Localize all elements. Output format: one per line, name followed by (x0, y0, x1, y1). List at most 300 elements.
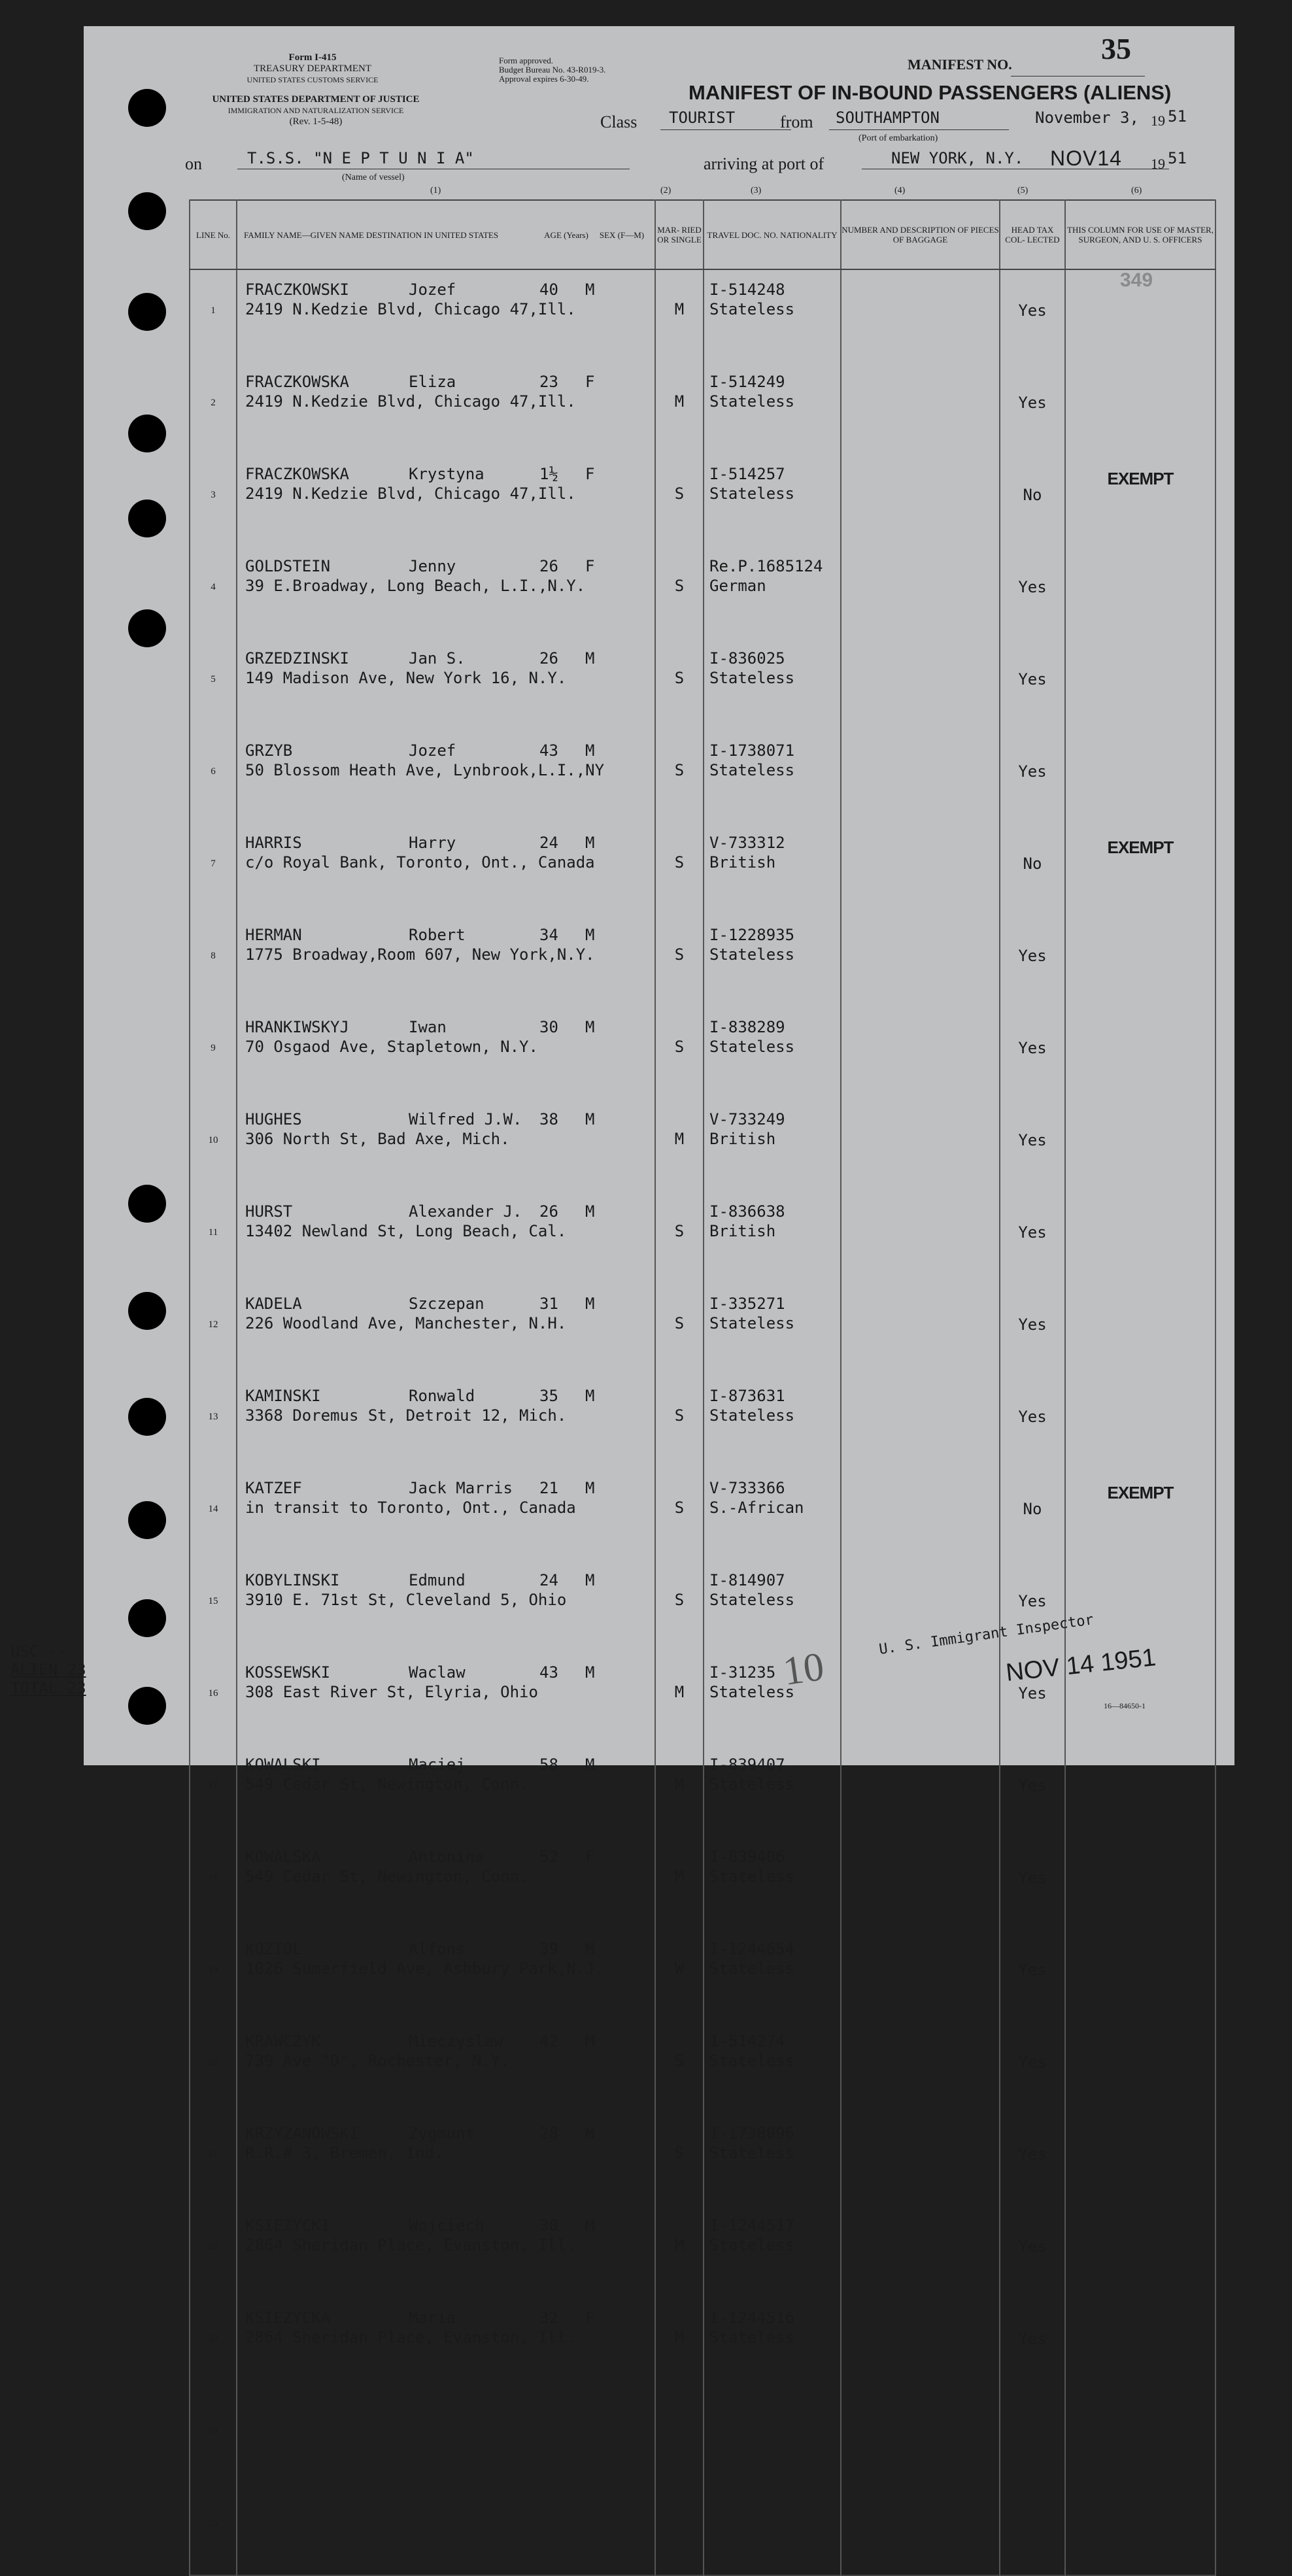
line-number: 17 (190, 1745, 237, 1837)
from-label: from (780, 112, 813, 131)
name-destination-cell (237, 2483, 655, 2575)
name-line (245, 1387, 654, 1406)
sex: M (585, 2032, 595, 2050)
head-tax-collected: Yes (1000, 915, 1065, 1008)
nationality: British (709, 1222, 776, 1240)
head-tax-collected: No (1000, 1468, 1065, 1561)
marital-status: S (655, 731, 704, 823)
destination: 13402 Newland St, Long Beach, Cal. (245, 1222, 567, 1240)
officers-cell (1065, 2483, 1216, 2575)
name-line (245, 2401, 654, 2420)
table-row (190, 915, 1216, 1008)
travel-doc-no: Re.P.1685124 (709, 557, 823, 575)
head-tax-collected: Yes (1000, 269, 1065, 362)
marital-status: S (655, 454, 704, 547)
nationality: Stateless (709, 2328, 795, 2347)
header-officers: THIS COLUMN FOR USE OF MASTER, SURGEON, AND U. S. OFFICERS (1065, 200, 1216, 269)
travel-doc-cell (704, 2022, 841, 2114)
given-name: Jack Marris (409, 1479, 513, 1497)
officers-cell (1065, 1008, 1216, 1100)
name-line (245, 649, 654, 669)
travel-doc-cell (704, 547, 841, 639)
name-line (245, 1479, 654, 1499)
name-destination-cell (237, 1100, 655, 1192)
baggage-cell (841, 639, 1000, 731)
nationality: Stateless (709, 945, 795, 964)
nationality: Stateless (709, 392, 795, 411)
header-head-tax: HEAD TAX COL- LECTED (1000, 200, 1065, 269)
table-row (190, 269, 1216, 362)
destination: 308 East River St, Elyria, Ohio (245, 1683, 538, 1701)
baggage-cell (841, 731, 1000, 823)
line-number: 1 (190, 269, 237, 362)
baggage-cell (841, 2022, 1000, 2114)
name-line (245, 1848, 654, 1867)
officers-cell (1065, 1561, 1216, 1653)
baggage-cell (841, 1284, 1000, 1376)
table-row (190, 1561, 1216, 1653)
sex: M (585, 2124, 595, 2143)
travel-doc-cell (704, 1745, 841, 1837)
table-row (190, 1284, 1216, 1376)
col-num-2: (2) (660, 186, 672, 195)
destination: 226 Woodland Ave, Manchester, N.H. (245, 1314, 567, 1332)
travel-doc-cell (704, 823, 841, 915)
age: 38 (539, 1110, 558, 1128)
name-line (245, 2216, 654, 2236)
name-line (245, 2309, 654, 2328)
binder-hole (128, 89, 166, 127)
marital-status: S (655, 2022, 704, 2114)
arrival-year-prefix: 19 (1151, 156, 1165, 172)
destination: 1775 Broadway,Room 607, New York,N.Y. (245, 945, 595, 964)
travel-doc-no (709, 2401, 840, 2420)
age: 34 (539, 926, 558, 944)
family-name: HUGHES (245, 1110, 302, 1128)
marital-status: S (655, 1192, 704, 1284)
manifest-page (84, 26, 1234, 2528)
justice-dept: UNITED STATES DEPARTMENT OF JUSTICE (212, 94, 420, 105)
family-name: KOZIOL (245, 1940, 302, 1958)
travel-doc-cell (704, 639, 841, 731)
sex: M (585, 834, 595, 852)
nationality: Stateless (709, 300, 795, 318)
inspector-date-stamp: NOV 14 1951 (1004, 1644, 1157, 1687)
header-sex: SEX (F—M) (599, 229, 645, 240)
sex: F (585, 557, 595, 575)
age: 26 (539, 557, 558, 575)
name-line (245, 1110, 654, 1130)
baggage-cell (841, 1837, 1000, 1929)
name-destination-cell (237, 1837, 655, 1929)
sex: F (585, 2309, 595, 2327)
sex: F (585, 373, 595, 391)
binder-hole (128, 609, 166, 647)
officers-cell (1065, 823, 1216, 915)
given-name: Jozef (409, 741, 456, 760)
tally-alien: ALIEN 23 (10, 1661, 86, 1679)
header-baggage: NUMBER AND DESCRIPTION OF PIECES OF BAGGAGE (841, 200, 1000, 269)
family-name: HARRIS (245, 834, 302, 852)
sex (585, 2401, 611, 2420)
table-row (190, 547, 1216, 639)
destination: 2419 N.Kedzie Blvd, Chicago 47,Ill. (245, 300, 576, 318)
destination: 1026 Sumerfield Ave, Ashbury Park,N.J. (245, 1959, 605, 1978)
given-name: Maciej (409, 1755, 466, 1774)
baggage-cell (841, 454, 1000, 547)
table-row (190, 2206, 1216, 2298)
baggage-cell (841, 915, 1000, 1008)
handwritten-mark: 10 (780, 1644, 827, 1694)
sex: M (585, 1295, 595, 1313)
officers-cell (1065, 547, 1216, 639)
officers-cell (1065, 1284, 1216, 1376)
family-name: GOLDSTEIN (245, 557, 331, 575)
customs-service: UNITED STATES CUSTOMS SERVICE (246, 75, 379, 84)
table-row (190, 823, 1216, 915)
marital-status: M (655, 2298, 704, 2390)
binder-hole (128, 1398, 166, 1436)
baggage-cell (841, 2206, 1000, 2298)
family-name: GRZYB (245, 741, 293, 760)
footer-code: 16—84650-1 (1104, 1701, 1146, 1710)
sex: F (585, 465, 595, 483)
given-name: Waclaw (409, 1663, 466, 1682)
family-name: KRAWCZYK (245, 2032, 321, 2050)
line-number: 6 (190, 731, 237, 823)
officers-cell (1065, 2022, 1216, 2114)
name-line (245, 926, 654, 945)
line-number: 25 (190, 2483, 237, 2575)
baggage-cell (841, 2483, 1000, 2575)
destination (245, 2420, 654, 2440)
family-name: GRZEDZINSKI (245, 649, 349, 668)
head-tax-collected: No (1000, 823, 1065, 915)
name-destination-cell (237, 1008, 655, 1100)
on-label: on (185, 154, 202, 173)
name-destination-cell (237, 1929, 655, 2022)
given-name: Iwan (409, 1018, 447, 1036)
given-name: Szczepan (409, 1295, 484, 1313)
baggage-cell (841, 1468, 1000, 1561)
binder-hole (128, 415, 166, 452)
header-name-dest (237, 200, 655, 269)
age: 43 (539, 741, 558, 760)
name-destination-cell (237, 2114, 655, 2206)
marital-status: S (655, 547, 704, 639)
table-row (190, 2483, 1216, 2575)
age: 26 (539, 649, 558, 668)
travel-doc-no: I-1244517 (709, 2216, 795, 2235)
table-row (190, 1100, 1216, 1192)
inspector-stamp: U. S. Immigrant Inspector (877, 1612, 1095, 1658)
family-name: KOBYLINSKI (245, 1571, 340, 1589)
line-number: 12 (190, 1284, 237, 1376)
name-line (245, 1018, 654, 1038)
age: 23 (539, 373, 558, 391)
line-number: 7 (190, 823, 237, 915)
line-number: 8 (190, 915, 237, 1008)
line-number: 24 (190, 2390, 237, 2483)
col-num-4: (4) (894, 186, 906, 195)
travel-doc-no: I-1244516 (709, 2309, 795, 2327)
age: 52 (539, 1848, 558, 1866)
name-line (245, 557, 654, 577)
age: 30 (539, 2216, 558, 2235)
name-line (245, 1202, 654, 1222)
name-destination-cell (237, 1745, 655, 1837)
age: 1½ (539, 465, 558, 483)
head-tax-collected: Yes (1000, 731, 1065, 823)
destination: 2419 N.Kedzie Blvd, Chicago 47,Ill. (245, 392, 576, 411)
destination: 549 Cedar St, Newington, Conn. (245, 1775, 529, 1793)
table-row (190, 1192, 1216, 1284)
head-tax-collected: Yes (1000, 1008, 1065, 1100)
officers-cell (1065, 639, 1216, 731)
name-line (245, 465, 654, 484)
passenger-table (189, 199, 1216, 2576)
name-line (245, 2124, 654, 2144)
arrival-date-stamp: NOV14 (1050, 146, 1122, 170)
form-approval (499, 56, 606, 84)
class-underline (660, 129, 791, 130)
header-married: MAR- RIED OR SINGLE (655, 200, 704, 269)
given-name: Mieczyslaw (409, 2032, 503, 2050)
age: 32 (539, 2309, 558, 2327)
from-underline (829, 129, 1009, 130)
age: 30 (539, 1018, 558, 1036)
nationality: S.-African (709, 1499, 804, 1517)
travel-doc-cell (704, 1284, 841, 1376)
line-number: 3 (190, 454, 237, 547)
name-destination-cell (237, 1561, 655, 1653)
destination: c/o Royal Bank, Toronto, Ont., Canada (245, 853, 595, 872)
vessel-note: (Name of vessel) (342, 173, 405, 182)
name-line (245, 1940, 654, 1959)
sex: M (585, 2216, 595, 2235)
marital-status: S (655, 823, 704, 915)
binder-hole (128, 192, 166, 230)
col-num-3: (3) (751, 186, 762, 195)
travel-doc-cell (704, 1929, 841, 2022)
approval-line-3: Approval expires 6-30-49. (499, 74, 589, 84)
travel-doc-no: I-839406 (709, 1848, 785, 1866)
sex: M (585, 280, 595, 299)
baggage-cell (841, 2390, 1000, 2483)
head-tax-collected: Yes (1000, 2206, 1065, 2298)
name-destination-cell (237, 2206, 655, 2298)
ghost-stamp-number: 349 (1120, 269, 1153, 291)
table-row (190, 1929, 1216, 2022)
destination: 2864 Sheridan Place, Evanston, Ill. (245, 2236, 576, 2254)
name-line (245, 373, 654, 392)
treasury-dept: TREASURY DEPARTMENT (253, 63, 372, 74)
ins-service: IMMIGRATION AND NATURALIZATION SERVICE (228, 106, 404, 115)
departure-year: 51 (1168, 107, 1187, 126)
travel-doc-cell (704, 2298, 841, 2390)
family-name: HURST (245, 1202, 293, 1221)
nationality: Stateless (709, 484, 795, 503)
name-line (245, 2493, 654, 2513)
travel-doc-cell (704, 1376, 841, 1468)
head-tax-collected: Yes (1000, 1929, 1065, 2022)
departure-date: November 3, (1035, 109, 1139, 127)
given-name: Zygmunt (409, 2124, 475, 2143)
sex: M (585, 1940, 595, 1958)
head-tax-collected: Yes (1000, 1653, 1065, 1745)
form-revision: (Rev. 1-5-48) (289, 116, 343, 127)
officers-cell (1065, 1929, 1216, 2022)
baggage-cell (841, 2114, 1000, 2206)
class-label: Class (600, 112, 638, 131)
table-row (190, 2114, 1216, 2206)
name-destination-cell (237, 1653, 655, 1745)
head-tax-collected: Yes (1000, 1745, 1065, 1837)
arrival-port: NEW YORK, N.Y. (891, 149, 1024, 167)
given-name (409, 2493, 539, 2513)
table-row (190, 2298, 1216, 2390)
sex: M (585, 1479, 595, 1497)
travel-doc-no: I-836638 (709, 1202, 785, 1221)
head-tax-collected: Yes (1000, 639, 1065, 731)
travel-doc-no: I-838289 (709, 1018, 785, 1036)
marital-status: M (655, 1100, 704, 1192)
travel-doc-no: I-1738096 (709, 2124, 795, 2143)
travel-doc-cell (704, 2390, 841, 2483)
family-name: KOSSEWSKI (245, 1663, 331, 1682)
age: 40 (539, 280, 558, 299)
nationality (709, 2513, 840, 2532)
destination: 739 Ave "D", Rochester, N.Y. (245, 2052, 510, 2070)
travel-doc-cell (704, 1468, 841, 1561)
marital-status: S (655, 1376, 704, 1468)
manifest-no: 35 (1101, 32, 1131, 65)
travel-doc-no: I-31235 (709, 1663, 776, 1682)
class-value: TOURIST (669, 109, 736, 127)
exempt-stamp: EXEMPT (1107, 469, 1174, 488)
head-tax-collected: Yes (1000, 1284, 1065, 1376)
given-name (409, 2401, 539, 2420)
binder-hole (128, 1687, 166, 1725)
travel-doc-cell (704, 731, 841, 823)
line-number: 4 (190, 547, 237, 639)
family-name: HRANKIWSKYJ (245, 1018, 349, 1036)
travel-doc-cell (704, 1192, 841, 1284)
officers-cell (1065, 1837, 1216, 1929)
nationality: British (709, 1130, 776, 1148)
nationality: Stateless (709, 1775, 795, 1793)
nationality: Stateless (709, 1683, 795, 1701)
officers-cell (1065, 2114, 1216, 2206)
travel-doc-no (709, 2493, 840, 2513)
nationality (709, 2420, 840, 2440)
sex: M (585, 1571, 595, 1589)
destination: 306 North St, Bad Axe, Mich. (245, 1130, 510, 1148)
name-line (245, 834, 654, 853)
given-name: Jan S. (409, 649, 466, 668)
table-row (190, 1745, 1216, 1837)
family-name: FRACZKOWSKI (245, 280, 349, 299)
form-number: Form I-415 (288, 52, 337, 63)
travel-doc-cell (704, 454, 841, 547)
destination: 149 Madison Ave, New York 16, N.Y. (245, 669, 567, 687)
binder-hole (128, 1292, 166, 1330)
sex: M (585, 1018, 595, 1036)
name-destination-cell (237, 823, 655, 915)
exempt-stamp: EXEMPT (1107, 1483, 1174, 1502)
officers-cell (1065, 1745, 1216, 1837)
head-tax-collected: Yes (1000, 2114, 1065, 2206)
table-row (190, 2022, 1216, 2114)
line-number: 18 (190, 1837, 237, 1929)
travel-doc-no: I-1228935 (709, 926, 795, 944)
name-destination-cell (237, 2390, 655, 2483)
head-tax-collected: Yes (1000, 1100, 1065, 1192)
officers-cell (1065, 1192, 1216, 1284)
baggage-cell (841, 1653, 1000, 1745)
travel-doc-no: I-514274 (709, 2032, 785, 2050)
departure-year-prefix: 19 (1151, 112, 1165, 129)
baggage-cell (841, 1100, 1000, 1192)
travel-doc-cell (704, 1837, 841, 1929)
family-name: KADELA (245, 1295, 302, 1313)
binder-hole (128, 1501, 166, 1539)
nationality: Stateless (709, 2052, 795, 2070)
name-destination-cell (237, 1376, 655, 1468)
sex: M (585, 741, 595, 760)
destination: 2864 Sheridan Place, Evanston, Ill. (245, 2328, 576, 2347)
binder-hole (128, 1185, 166, 1223)
age: 43 (539, 1663, 558, 1682)
line-number: 13 (190, 1376, 237, 1468)
marital-status: S (655, 1561, 704, 1653)
head-tax-collected (1000, 2390, 1065, 2483)
manifest-no-label: MANIFEST NO. (908, 56, 1012, 73)
family-name: KAMINSKI (245, 1387, 321, 1405)
binder-hole (128, 1599, 166, 1637)
travel-doc-cell (704, 2114, 841, 2206)
travel-doc-no: V-733249 (709, 1110, 785, 1128)
head-tax-collected: Yes (1000, 547, 1065, 639)
name-destination-cell (237, 1468, 655, 1561)
nationality: Stateless (709, 1959, 795, 1978)
name-destination-cell (237, 547, 655, 639)
table-header-row (190, 200, 1216, 269)
officers-cell (1065, 454, 1216, 547)
sex: M (585, 1202, 595, 1221)
name-line (245, 1571, 654, 1591)
table-row (190, 2390, 1216, 2483)
travel-doc-no: I-836025 (709, 649, 785, 668)
table-row (190, 454, 1216, 547)
age: 24 (539, 834, 558, 852)
name-destination-cell (237, 2298, 655, 2390)
destination: 39 E.Broadway, Long Beach, L.I.,N.Y. (245, 577, 586, 595)
col-num-5: (5) (1017, 186, 1028, 195)
given-name: Alfons (409, 1940, 466, 1958)
table-row (190, 1008, 1216, 1100)
line-number: 10 (190, 1100, 237, 1192)
marital-status (655, 2483, 704, 2575)
head-tax-collected: Yes (1000, 1192, 1065, 1284)
line-number: 22 (190, 2206, 237, 2298)
destination (245, 2513, 654, 2532)
baggage-cell (841, 1192, 1000, 1284)
given-name: Jozef (409, 280, 456, 299)
age: 35 (539, 1387, 558, 1405)
officers-cell (1065, 362, 1216, 454)
col-num-1: (1) (430, 186, 441, 195)
